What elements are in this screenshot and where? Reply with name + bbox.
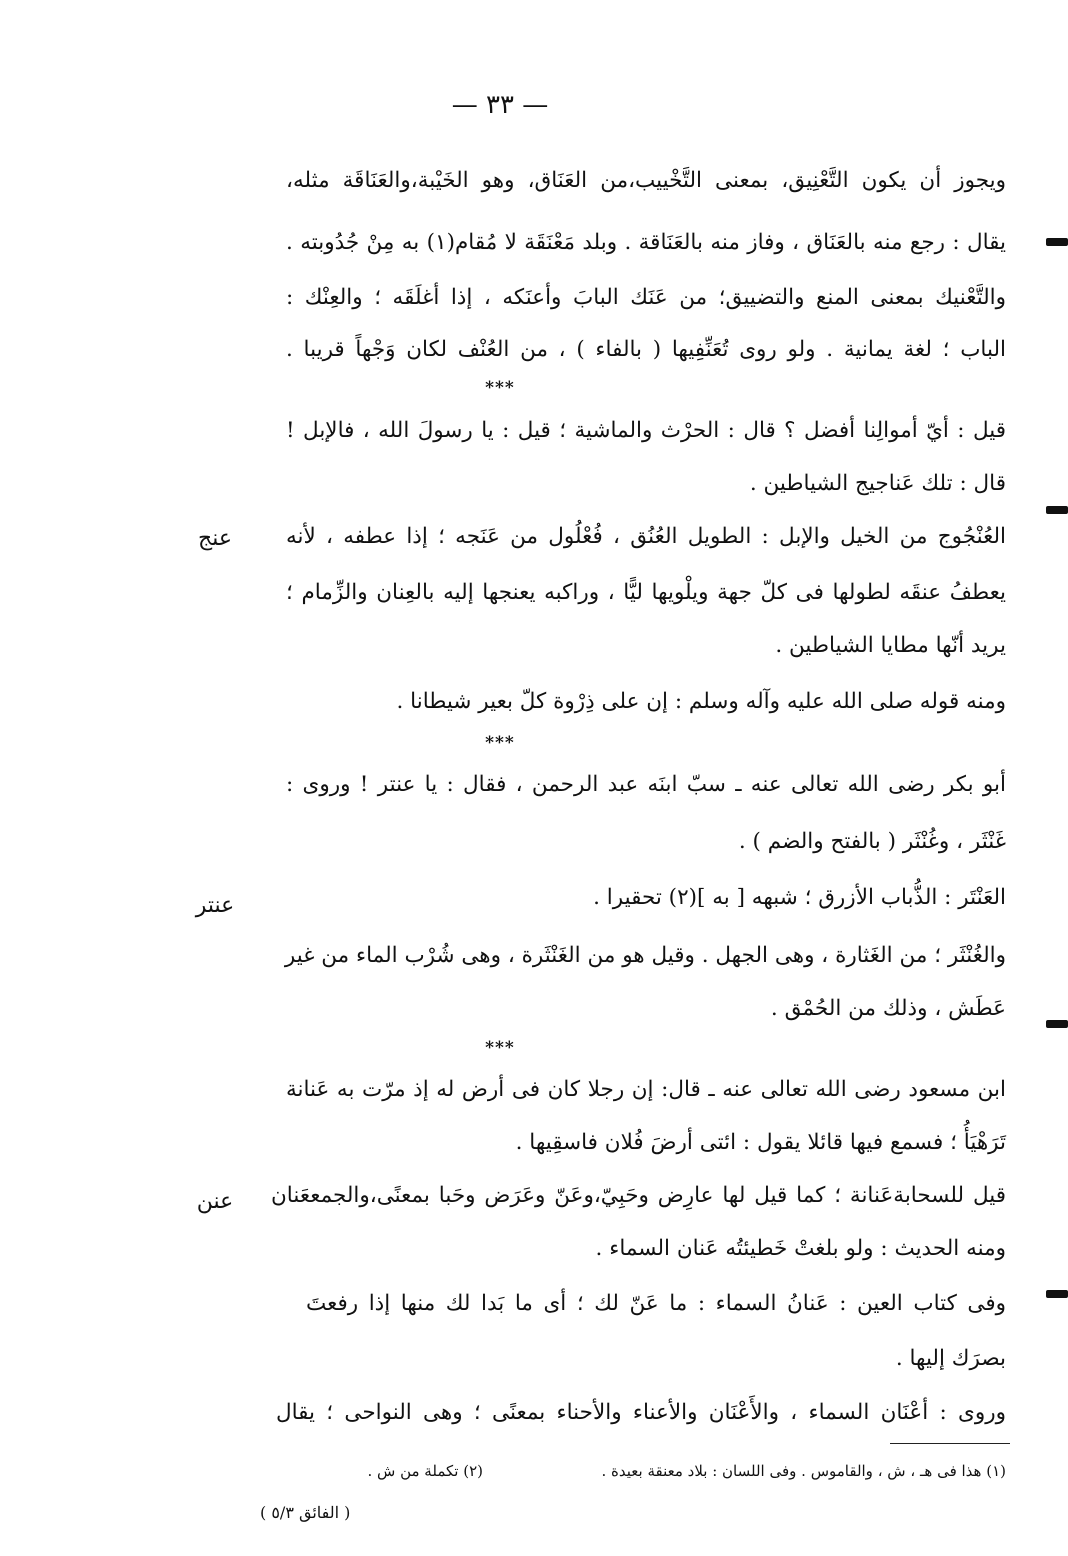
- text-line: ومنه قوله صلى الله عليه وآله وسلم : إن على ذِرْوة كلّ بعير شيطانا .: [396, 689, 1006, 714]
- text-line: ومنه الحديث : ولو بلغتْ خَطيئتُه عَنان السماء .: [595, 1236, 1006, 1261]
- text-line: الباب ؛ لغة يمانية . ولو روى تُعَنِّفِيها ( بالفاء ) ، من العُنْف لكان وَجْهاً قريبا .: [286, 337, 1006, 362]
- edge-mark: [1046, 1020, 1068, 1028]
- text-line: أبو بكر رضى الله تعالى عنه ـ سبّ ابنَه عبد الرحمن ، فقال : يا عنتر ! وروى :: [286, 772, 1006, 797]
- text-line: يعطفُ عنقَه لطولها فى كلّ جهة ويلْويها ليًّا ، وراكبه يعنجها إليه بالعِنان والزِّمام ؛: [286, 580, 1006, 605]
- edge-mark: [1046, 238, 1068, 246]
- text-line: وفى كتاب العين : عَنانُ السماء : ما عَنّ لك ؛ أى ما بَدا لك منها إذا رفعتَ: [306, 1291, 1006, 1316]
- page-number: — ٣٣ —: [451, 90, 549, 120]
- text-line: والغُنْثَر ؛ من الغَثارة ، وهى الجهل . وقيل هو من الغَنْثَرة ، وهى شُرْب الماء من غير: [284, 943, 1006, 968]
- section-separator: ***: [485, 733, 515, 753]
- text-line: وروى : أعْنَان السماء ، والأَعْنَان والأعناء والأحناء بمعنًى ؛ وهى النواحى ؛ يقال: [276, 1400, 1006, 1425]
- section-separator: ***: [485, 1038, 515, 1058]
- margin-headword: عنن: [196, 1189, 234, 1214]
- section-separator: ***: [485, 378, 515, 398]
- text-line: بصرَك إليها .: [895, 1346, 1006, 1371]
- margin-headword: عنج: [198, 526, 232, 551]
- footnote-2: (٢) تكملة من ش .: [367, 1462, 483, 1480]
- text-line: غَنْثَر ، وغُنْثَر ( بالفتح والضم ) .: [738, 829, 1006, 854]
- text-line: العَنْتَر : الذُّباب الأزرق ؛ شبهه [ به ](٢) تحقيرا .: [593, 885, 1006, 910]
- text-line: قيل : أيّ أموالِنا أفضل ؟ قال : الحرْث والماشية ؛ قيل : يا رسولَ الله ، فالإبل !: [286, 418, 1006, 443]
- text-line: قيل للسحابةعَنانة ؛ كما قيل لها عارِض وحَبِيّ،وعَنّ وعَرَض وحَبا بمعنًى،والجمععَنان: [271, 1183, 1006, 1208]
- footnote-1: (١) هذا فى هـ ، ش ، والقاموس . وفى اللسان : بلاد معنقة بعيدة .: [601, 1462, 1006, 1480]
- text-line: قال : تلك عَناجيج الشياطين .: [749, 471, 1006, 496]
- text-line: والتَّعْنيك بمعنى المنع والتضييق؛ من عَنَك البابَ وأعنَكه ، إذا أغلَقَه ؛ والعِنْك :: [286, 285, 1006, 310]
- text-line: عَطَش ، وذلك من الحُمْق .: [770, 996, 1006, 1021]
- text-line: ويجوز أن يكون التَّعْنِيق، بمعنى التَّخْييب،من العَنَاق، وهو الخَيْبة،والعَنَاقَة مثله،: [286, 168, 1006, 193]
- text-line: يقال : رجع منه بالعَنَاق ، وفاز منه بالعَنَاقة . وبلد مَعْنَقَة لا مُقام(١) به مِنْ جُدُوبته .: [286, 230, 1006, 255]
- text-line: العُنْجُوج من الخيل والإبل : الطويل العُنُق ، فُعْلُول من عَنَجه ؛ إذا عطفه ، لأنه: [286, 524, 1006, 549]
- signature-mark: ( الفائق ٥/٣ ): [260, 1503, 351, 1522]
- margin-headword: عنتر: [195, 893, 235, 918]
- edge-mark: [1046, 506, 1068, 514]
- footnote-rule: [890, 1443, 1010, 1444]
- text-line: ابن مسعود رضى الله تعالى عنه ـ قال: إن رجلا كان فى أرض له إذ مرّت به عَنانة: [286, 1077, 1006, 1102]
- text-line: يريد أنّها مطايا الشياطين .: [775, 633, 1006, 658]
- edge-mark: [1046, 1290, 1068, 1298]
- text-line: تَرَهْيَأُ ؛ فسمع فيها قائلا يقول : ائتى أرضَ فُلان فاسقِيها .: [515, 1130, 1006, 1155]
